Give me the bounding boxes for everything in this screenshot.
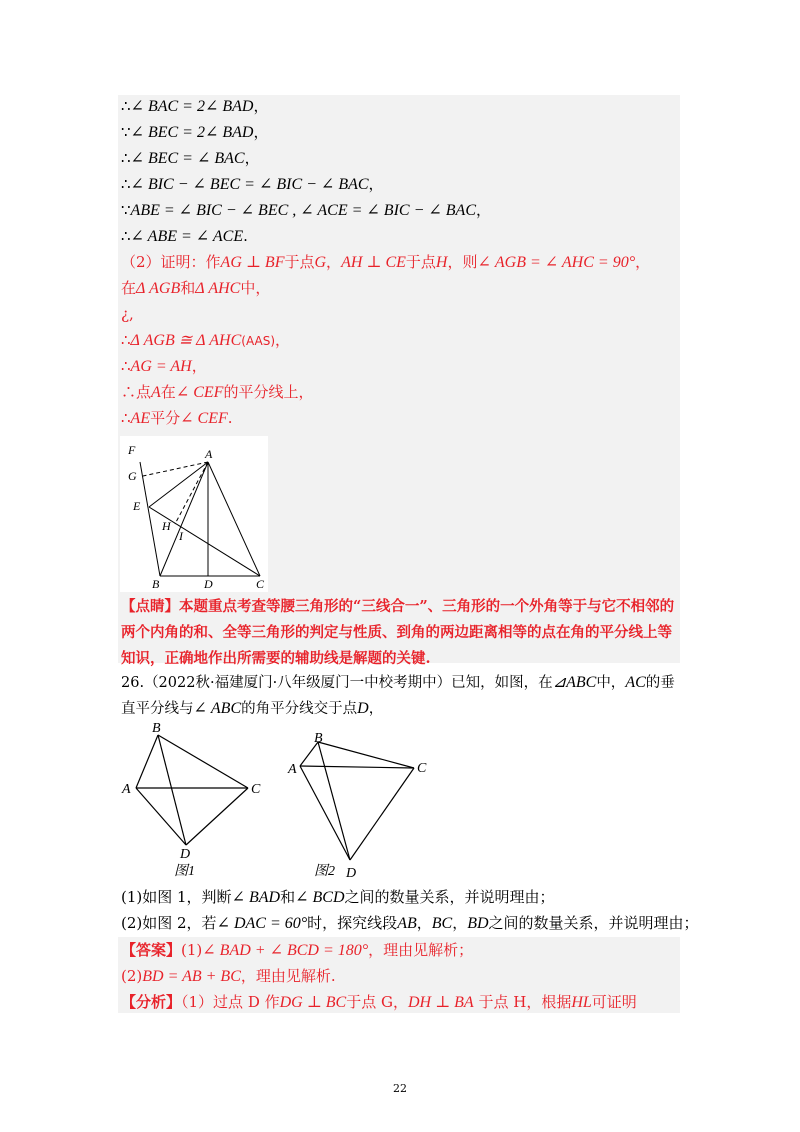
answer-line-2: (2)BD = AB + BC，理由见解析. <box>121 967 336 985</box>
analysis-line: 【分析】（1）过点 D 作DG ⊥ BC于点 G，DH ⊥ BA 于点 H，根据HL可证明 <box>121 993 637 1011</box>
problem-number: 26. <box>121 675 145 691</box>
proof-line-6: ∴∠ ABE = ∠ ACE. <box>121 227 248 245</box>
proof2-line-1: （2）证明：作AG ⊥ BF于点G，AH ⊥ CE于点H，则∠ AGB = ∠ AHC = 90°， <box>121 253 651 271</box>
label-a: A <box>205 447 213 461</box>
fig1-ab <box>136 735 158 788</box>
fig1-caption: 图1 <box>174 864 195 879</box>
question-2: (2)如图 2，若∠ DAC = 60°时，探究线段AB，BC，BD之间的数量关系，并说明理由； <box>121 914 699 932</box>
proof-line-3: ∴∠ BEC = ∠ BAC， <box>121 149 260 167</box>
fig2-caption: 图2 <box>314 864 335 879</box>
fig2-bd <box>318 742 350 860</box>
problem-26: 26.（2022秋·福建厦门·八年级厦门一中校考期中）已知，如图，在⊿ABC中，AC的垂直平分线与∠ ABC的角平分线交于点D， <box>121 674 675 717</box>
answer-line-1: 【答案】(1)∠ BAD + ∠ BCD = 180°，理由见解析； <box>121 941 474 959</box>
proof-line-4: ∴∠ BIC − ∠ BEC = ∠ BIC − ∠ BAC， <box>121 175 384 193</box>
label-h: H <box>162 519 171 533</box>
label-d: D <box>204 577 213 591</box>
label-b: B <box>152 577 160 591</box>
segment-ec <box>149 507 260 576</box>
proof-line-1: ∴∠ BAC = 2∠ BAD， <box>121 97 269 115</box>
segment-ac <box>208 462 260 576</box>
fig2-label-d: D <box>346 866 357 880</box>
analysis-tag: 【分析】 <box>121 993 182 1011</box>
proof2-line-5: ∴AG = AH， <box>121 357 207 375</box>
label-e: E <box>133 499 141 513</box>
fig1-cd <box>186 788 248 845</box>
fig1-label-a: A <box>122 782 131 797</box>
fig1-label-d: D <box>180 847 191 862</box>
fig2-ad <box>300 766 350 860</box>
fig2-ac <box>300 766 414 768</box>
page-number: 22 <box>393 1082 407 1095</box>
label-f: F <box>128 443 136 457</box>
proof2-line-3: ¿, <box>121 305 134 323</box>
proof-line-2: ∵∠ BEC = 2∠ BAD， <box>121 123 269 141</box>
proof-line-5: ∵ABE = ∠ BIC − ∠ BEC , ∠ ACE = ∠ BIC − ∠ BAC， <box>121 201 492 219</box>
proof2-line-6: ∴点A在∠ CEF的平分线上， <box>121 383 314 401</box>
question-1: (1)如图 1，判断∠ BAD和∠ BCD之间的数量关系，并说明理由； <box>121 888 555 906</box>
segment-fb <box>140 462 160 576</box>
problem26-figures <box>118 720 448 880</box>
label-g: G <box>128 469 137 483</box>
fig2-label-b: B <box>314 731 323 746</box>
proof2-line-7: ∴AE平分∠ CEF. <box>121 409 233 427</box>
fig2-label-c: C <box>417 761 427 776</box>
comment-tag: 【点睛】 <box>121 598 179 615</box>
segment-ah-dashed <box>175 462 208 524</box>
geometry-figure-1 <box>120 436 268 592</box>
label-i: I <box>179 529 183 543</box>
fig1-label-c: C <box>251 782 261 797</box>
comment-text: 本题重点考查等腰三角形的“三线合一”、三角形的一个外角等于与它不相邻的两个内角的和、全等三角形的判定与性质、到角的两边距离相等的点在角的平分线上等知识，正确地作出所需要的辅助线是解题的关键. <box>121 598 675 667</box>
fig2-cd <box>350 768 414 860</box>
label-c: C <box>256 577 265 591</box>
fig1-label-b: B <box>152 721 161 736</box>
proof2-line-2: 在Δ AGB和Δ AHC中， <box>121 279 271 297</box>
fig1-bc <box>158 735 248 788</box>
comment-paragraph <box>121 594 681 672</box>
fig2-bc <box>318 742 414 768</box>
answer-tag: 【答案】 <box>121 941 182 959</box>
proof2-line-4: ∴Δ AGB ≅ Δ AHC(AAS)， <box>121 331 291 349</box>
fig2-label-a: A <box>288 762 297 777</box>
